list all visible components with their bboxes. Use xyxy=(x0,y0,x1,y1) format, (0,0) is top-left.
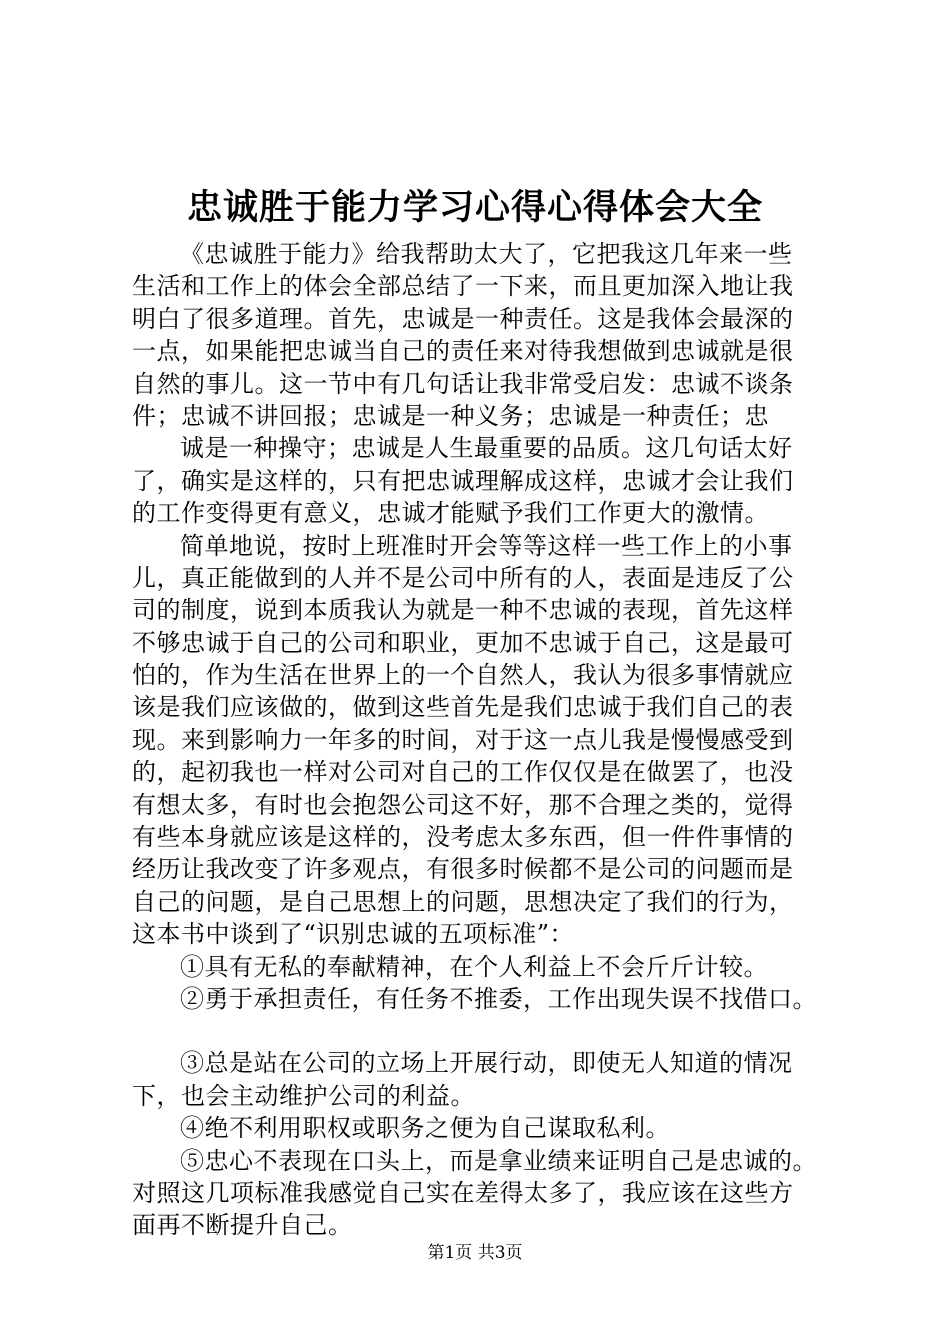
document-body xyxy=(132,238,844,1242)
text-line: 一点，如果能把忠诚当自己的责任来对待我想做到忠诚就是很 xyxy=(132,337,794,366)
text-line: 面再不断提升自己。 xyxy=(132,1211,353,1240)
text-line: 怕的，作为生活在世界上的一个自然人，我认为很多事情就应 xyxy=(132,661,794,690)
text-line: ④绝不利用职权或职务之便为自己谋取私利。 xyxy=(180,1114,670,1143)
text-line: 生活和工作上的体会全部总结了一下来，而且更加深入地让我 xyxy=(132,272,794,301)
text-line: 自己的问题，是自己思想上的问题，思想决定了我们的行为， xyxy=(132,887,794,916)
text-line: 该是我们应该做的，做到这些首先是我们忠诚于我们自己的表 xyxy=(132,693,794,722)
text-line: ⑤忠心不表现在口头上，而是拿业绩来证明自己是忠诚的。 xyxy=(180,1146,817,1175)
text-line: 明白了很多道理。首先，忠诚是一种责任。这是我体会最深的 xyxy=(132,304,794,333)
text-line: 这本书中谈到了“识别忠诚的五项标准”： xyxy=(132,920,575,949)
text-line: 《忠诚胜于能力》给我帮助太大了，它把我这几年来一些 xyxy=(180,240,793,268)
text-line: 有想太多，有时也会抱怨公司这不好，那不合理之类的，觉得 xyxy=(132,790,794,819)
text-line: 有些本身就应该是这样的，没考虑太多东西，但一件件事情的 xyxy=(132,823,794,852)
document-title: 忠诚胜于能力学习心得心得体会大全 xyxy=(186,188,763,228)
text-line: ②勇于承担责任，有任务不推委，工作出现失误不找借口。 xyxy=(180,984,817,1013)
text-line: 件；忠诚不讲回报；忠诚是一种义务；忠诚是一种责任；忠 xyxy=(132,401,769,430)
text-line: 诚是一种操守；忠诚是人生最重要的品质。这几句话太好 xyxy=(180,434,793,463)
text-line: 儿，真正能做到的人并不是公司中所有的人，表面是违反了公 xyxy=(132,563,794,592)
text-line: 简单地说，按时上班准时开会等等这样一些工作上的小事 xyxy=(180,531,793,560)
text-line: 现。来到影响力一年多的时间，对于这一点儿我是慢慢感受到 xyxy=(132,725,794,754)
text-line: 下，也会主动维护公司的利益。 xyxy=(132,1081,475,1110)
text-line: 经历让我改变了许多观点，有很多时候都不是公司的问题而是 xyxy=(132,855,794,884)
text-line: ①具有无私的奉献精神，在个人利益上不会斤斤计较。 xyxy=(180,952,768,981)
text-line: 的工作变得更有意义，忠诚才能赋予我们工作更大的激情。 xyxy=(132,499,769,528)
text-line: 司的制度，说到本质我认为就是一种不忠诚的表现，首先这样 xyxy=(132,596,794,625)
text-line: 不够忠诚于自己的公司和职业，更加不忠诚于自己，这是最可 xyxy=(132,628,794,657)
text-line: 的，起初我也一样对公司对自己的工作仅仅是在做罢了，也没 xyxy=(132,758,794,787)
page-footer: 第1页 共3页 xyxy=(427,1243,523,1263)
text-line: 对照这几项标准我感觉自己实在差得太多了，我应该在这些方 xyxy=(132,1178,794,1207)
blank-line xyxy=(132,1015,844,1047)
text-line: 自然的事儿。这一节中有几句话让我非常受启发：忠诚不谈条 xyxy=(132,369,794,398)
text-line: ③总是站在公司的立场上开展行动，即使无人知道的情况 xyxy=(180,1049,793,1078)
text-line: 了，确实是这样的，只有把忠诚理解成这样，忠诚才会让我们 xyxy=(132,466,794,495)
